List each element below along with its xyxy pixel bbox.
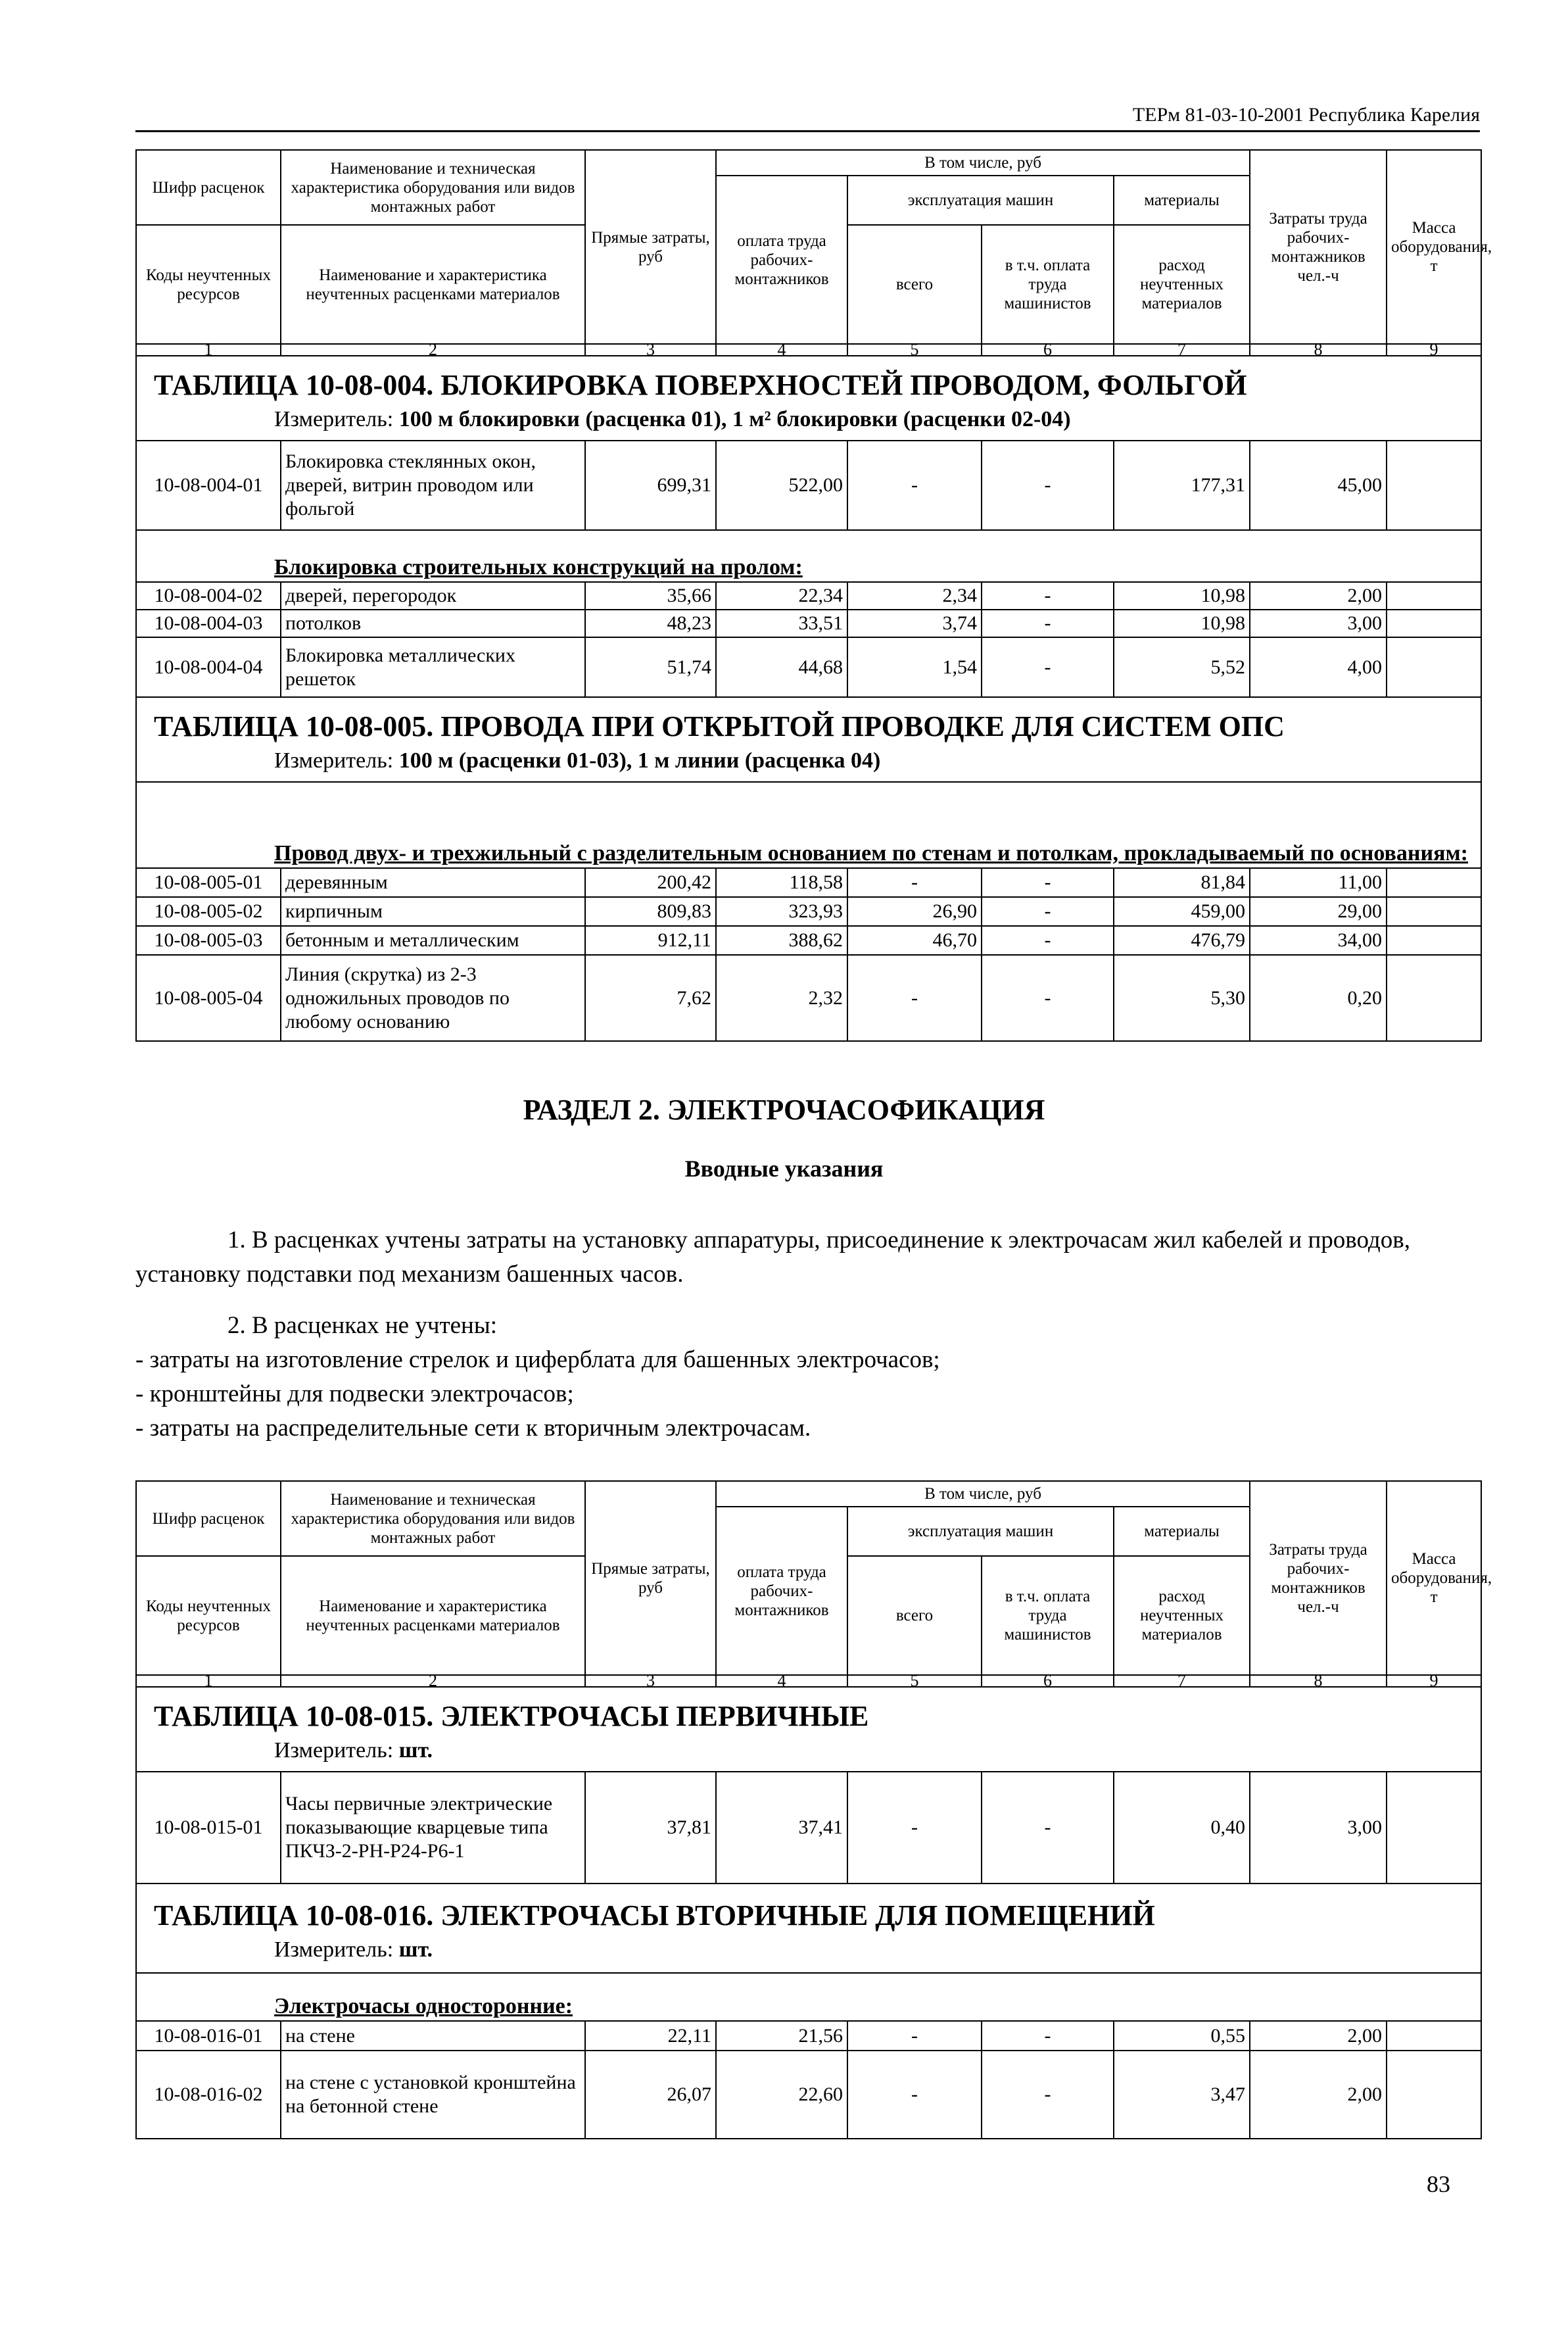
value-cell-c8: 11,00 (1250, 868, 1387, 897)
table-header (136, 150, 1492, 359)
value-cell-c9 (1387, 955, 1481, 1041)
value-cell-c4: 22,34 (716, 582, 847, 610)
value-cell-c3: 51,74 (585, 637, 716, 697)
table-title-cell (136, 1884, 1481, 1973)
table-title-row (136, 1884, 1481, 1973)
measure-line (137, 402, 1481, 436)
value-cell-c7: 0,40 (1114, 1772, 1250, 1884)
value-cell-c8: 2,00 (1250, 582, 1387, 610)
intro-list-item: - кронштейны для подвески электрочасов; (135, 1380, 574, 1407)
header-including: В том числе, руб (716, 1481, 1250, 1507)
value-cell-c5: - (847, 1772, 982, 1884)
value-cell-c6: - (982, 2051, 1114, 2139)
value-cell-c5: - (847, 2021, 982, 2051)
measure-label: Измеритель: (274, 407, 399, 431)
value-cell-c8: 2,00 (1250, 2021, 1387, 2051)
value-cell-c3: 200,42 (585, 868, 716, 897)
col-number: 4 (716, 1675, 847, 1687)
value-cell-c9 (1387, 897, 1481, 926)
subheading: Блокировка строительных конструкций на пролом: (136, 530, 1481, 582)
value-cell-c9 (1387, 2021, 1481, 2051)
subheading-row (136, 1973, 1481, 2021)
work-name: кирпичным (281, 897, 585, 926)
table-row (136, 441, 1481, 530)
value-cell-c5: - (847, 2051, 982, 2139)
value-cell-c4: 388,62 (716, 926, 847, 955)
table-row (136, 582, 1481, 610)
value-cell-c5: - (847, 868, 982, 897)
col-number: 5 (847, 344, 982, 356)
value-cell-c5: 3,74 (847, 610, 982, 637)
col-number: 6 (982, 1675, 1114, 1687)
value-cell-c6: - (982, 582, 1114, 610)
subheading: Провод двух- и трехжильный с разделительным основанием по стенам и потолкам, прокладываемый по основаниям: (136, 782, 1481, 868)
rate-code: 10-08-016-02 (136, 2051, 281, 2139)
table-header (136, 1481, 1492, 1690)
header-including: В том числе, руб (716, 150, 1250, 176)
value-cell-c4: 22,60 (716, 2051, 847, 2139)
rates-table-1 (135, 149, 1492, 1042)
value-cell-c6: - (982, 897, 1114, 926)
header-machines-total: всего (847, 1556, 982, 1675)
header-machines: эксплуатация машин (847, 176, 1114, 225)
col-number: 7 (1114, 1675, 1250, 1687)
page-number: 83 (1427, 2171, 1450, 2197)
header-code: Шифр расценок (136, 150, 281, 225)
running-head: ТЕРм 81-03-10-2001 Республика Карелия (135, 104, 1480, 132)
measure-line (137, 1932, 1481, 1966)
value-cell-c4: 33,51 (716, 610, 847, 637)
measure-label: Измеритель: (274, 748, 399, 773)
value-cell-c3: 37,81 (585, 1772, 716, 1884)
intro-title: Вводные указания (684, 1155, 884, 1182)
measure-value: шт. (398, 1937, 433, 1962)
rate-code: 10-08-004-01 (136, 441, 281, 530)
table-title: ТАБЛИЦА 10-08-004. БЛОКИРОВКА ПОВЕРХНОСТЕЙ ПРОВОДОМ, ФОЛЬГОЙ (154, 369, 1247, 401)
value-cell-c4: 522,00 (716, 441, 847, 530)
value-cell-c9 (1387, 1772, 1481, 1884)
table-row (136, 868, 1481, 897)
subheading-row (136, 530, 1481, 582)
rate-code: 10-08-005-04 (136, 955, 281, 1041)
value-cell-c7: 10,98 (1114, 610, 1250, 637)
value-cell-c6: - (982, 610, 1114, 637)
table-title-row (136, 697, 1481, 782)
value-cell-c3: 912,11 (585, 926, 716, 955)
value-cell-c3: 699,31 (585, 441, 716, 530)
value-cell-c9 (1387, 2051, 1481, 2139)
header-mass: Масса оборудования, т (1387, 150, 1481, 344)
value-cell-c3: 48,23 (585, 610, 716, 637)
work-name: деревянным (281, 868, 585, 897)
table-row (136, 955, 1481, 1041)
col-number: 8 (1250, 344, 1387, 356)
header-materials-name: Наименование и характеристика неучтенных расценками материалов (281, 1556, 585, 1675)
measure-value: шт. (398, 1738, 433, 1763)
header-code: Шифр расценок (136, 1481, 281, 1556)
value-cell-c7: 3,47 (1114, 2051, 1250, 2139)
col-number: 7 (1114, 344, 1250, 356)
section-title: РАЗДЕЛ 2. ЭЛЕКТРОЧАСОФИКАЦИЯ (523, 1094, 1045, 1126)
value-cell-c8: 3,00 (1250, 610, 1387, 637)
value-cell-c5: 1,54 (847, 637, 982, 697)
work-name: дверей, перегородок (281, 582, 585, 610)
col-number: 6 (982, 344, 1114, 356)
table-title-cell (136, 697, 1481, 782)
value-cell-c3: 26,07 (585, 2051, 716, 2139)
value-cell-c8: 3,00 (1250, 1772, 1387, 1884)
table-row (136, 897, 1481, 926)
measure-line (137, 743, 1481, 777)
value-cell-c8: 0,20 (1250, 955, 1387, 1041)
col-number: 3 (585, 344, 716, 356)
header-wages: оплата труда рабочих-монтажников (716, 1507, 847, 1675)
value-cell-c5: 46,70 (847, 926, 982, 955)
measure-label: Измеритель: (274, 1937, 399, 1962)
header-mass: Масса оборудования, т (1387, 1481, 1481, 1675)
measure-value: 100 м блокировки (расценка 01), 1 м² блокировки (расценки 02-04) (398, 407, 1071, 431)
intro-paragraph-1 (135, 1223, 1481, 1292)
intro-list-item: - затраты на распределительные сети к вторичным электрочасам. (135, 1415, 811, 1442)
value-cell-c8: 45,00 (1250, 441, 1387, 530)
table-row (136, 610, 1481, 637)
header-direct-costs: Прямые затраты, руб (585, 1481, 716, 1675)
work-name: на стене с установкой кронштейна на бетонной стене (281, 2051, 585, 2139)
value-cell-c4: 323,93 (716, 897, 847, 926)
intro-p1-text: 1. В расценках учтены затраты на установку аппаратуры, присоединение к электрочасам жил кабелей и проводов, установку подставки под механизм башенных часов. (135, 1227, 1410, 1288)
work-name: Линия (скрутка) из 2-3 одножильных проводов по любому основанию (281, 955, 585, 1041)
value-cell-c4: 37,41 (716, 1772, 847, 1884)
intro-list-item: - затраты на изготовление стрелок и циферблата для башенных электрочасов; (135, 1346, 940, 1373)
value-cell-c9 (1387, 926, 1481, 955)
header-operator-wages: в т.ч. оплата труда машинистов (982, 225, 1114, 344)
header-resource-codes: Коды неучтенных ресурсов (136, 1556, 281, 1675)
measure-line (137, 1733, 1481, 1767)
value-cell-c3: 35,66 (585, 582, 716, 610)
work-name: Блокировка стеклянных окон, дверей, витрин проводом или фольгой (281, 441, 585, 530)
header-materials-name: Наименование и характеристика неучтенных расценками материалов (281, 225, 585, 344)
value-cell-c4: 44,68 (716, 637, 847, 697)
value-cell-c6: - (982, 926, 1114, 955)
table-title-cell (136, 1687, 1481, 1772)
col-number: 4 (716, 344, 847, 356)
work-name: Часы первичные электрические показывающие кварцевые типа ПКЧЗ-2-РН-Р24-Р6-1 (281, 1772, 585, 1884)
value-cell-c8: 34,00 (1250, 926, 1387, 955)
col-number: 8 (1250, 1675, 1387, 1687)
rate-code: 10-08-004-03 (136, 610, 281, 637)
value-cell-c7: 10,98 (1114, 582, 1250, 610)
header-machines: эксплуатация машин (847, 1507, 1114, 1556)
rate-code: 10-08-005-02 (136, 897, 281, 926)
value-cell-c7: 81,84 (1114, 868, 1250, 897)
value-cell-c7: 5,30 (1114, 955, 1250, 1041)
value-cell-c5: 2,34 (847, 582, 982, 610)
work-name: потолков (281, 610, 585, 637)
table-title-row (136, 356, 1481, 441)
rate-code: 10-08-004-02 (136, 582, 281, 610)
col-number: 5 (847, 1675, 982, 1687)
header-name: Наименование и техническая характеристика оборудования или видов монтажных работ (281, 1481, 585, 1556)
intro-paragraph-2 (135, 1309, 1481, 1446)
value-cell-c7: 459,00 (1114, 897, 1250, 926)
header-operator-wages: в т.ч. оплата труда машинистов (982, 1556, 1114, 1675)
header-direct-costs: Прямые затраты, руб (585, 150, 716, 344)
value-cell-c6: - (982, 955, 1114, 1041)
rate-code: 10-08-016-01 (136, 2021, 281, 2051)
table-row (136, 2021, 1481, 2051)
value-cell-c7: 5,52 (1114, 637, 1250, 697)
header-machines-total: всего (847, 225, 982, 344)
table-title-row (136, 1687, 1481, 1772)
value-cell-c7: 177,31 (1114, 441, 1250, 530)
value-cell-c8: 4,00 (1250, 637, 1387, 697)
col-number: 3 (585, 1675, 716, 1687)
col-number: 9 (1387, 344, 1481, 356)
table-title: ТАБЛИЦА 10-08-015. ЭЛЕКТРОЧАСЫ ПЕРВИЧНЫЕ (154, 1700, 869, 1732)
header-materials-use: расход неучтенных материалов (1114, 225, 1250, 344)
work-name: на стене (281, 2021, 585, 2051)
rate-code: 10-08-005-03 (136, 926, 281, 955)
measure-value: 100 м (расценки 01-03), 1 м линии (расценка 04) (398, 748, 881, 773)
table-title: ТАБЛИЦА 10-08-016. ЭЛЕКТРОЧАСЫ ВТОРИЧНЫЕ ДЛЯ ПОМЕЩЕНИЙ (154, 1899, 1155, 1932)
header-wages: оплата труда рабочих-монтажников (716, 176, 847, 344)
value-cell-c9 (1387, 637, 1481, 697)
header-name: Наименование и техническая характеристика оборудования или видов монтажных работ (281, 150, 585, 225)
value-cell-c8: 2,00 (1250, 2051, 1387, 2139)
value-cell-c4: 21,56 (716, 2021, 847, 2051)
table-row (136, 2051, 1481, 2139)
value-cell-c6: - (982, 2021, 1114, 2051)
col-number: 9 (1387, 1675, 1481, 1687)
value-cell-c6: - (982, 868, 1114, 897)
col-number: 2 (281, 344, 585, 356)
rate-code: 10-08-005-01 (136, 868, 281, 897)
rate-code: 10-08-015-01 (136, 1772, 281, 1884)
measure-label: Измеритель: (274, 1738, 399, 1763)
header-labor: Затраты труда рабочих-монтажников чел.-ч (1250, 1481, 1387, 1675)
col-number: 1 (136, 1675, 281, 1687)
rate-code: 10-08-004-04 (136, 637, 281, 697)
value-cell-c7: 0,55 (1114, 2021, 1250, 2051)
value-cell-c9 (1387, 441, 1481, 530)
header-resource-codes: Коды неучтенных ресурсов (136, 225, 281, 344)
value-cell-c3: 7,62 (585, 955, 716, 1041)
value-cell-c9 (1387, 582, 1481, 610)
rates-table-2 (135, 1480, 1492, 2139)
value-cell-c6: - (982, 1772, 1114, 1884)
table-row (136, 637, 1481, 697)
header-materials: материалы (1114, 1507, 1250, 1556)
value-cell-c5: - (847, 441, 982, 530)
work-name: бетонным и металлическим (281, 926, 585, 955)
value-cell-c7: 476,79 (1114, 926, 1250, 955)
value-cell-c5: 26,90 (847, 897, 982, 926)
value-cell-c9 (1387, 610, 1481, 637)
subheading-row (136, 782, 1481, 868)
value-cell-c6: - (982, 441, 1114, 530)
value-cell-c9 (1387, 868, 1481, 897)
col-number: 1 (136, 344, 281, 356)
value-cell-c3: 809,83 (585, 897, 716, 926)
work-name: Блокировка металлических решеток (281, 637, 585, 697)
value-cell-c6: - (982, 637, 1114, 697)
value-cell-c5: - (847, 955, 982, 1041)
subheading: Электрочасы односторонние: (136, 1973, 1481, 2021)
value-cell-c3: 22,11 (585, 2021, 716, 2051)
table-row (136, 926, 1481, 955)
col-number: 2 (281, 1675, 585, 1687)
value-cell-c8: 29,00 (1250, 897, 1387, 926)
header-materials-use: расход неучтенных материалов (1114, 1556, 1250, 1675)
value-cell-c4: 118,58 (716, 868, 847, 897)
table-title: ТАБЛИЦА 10-08-005. ПРОВОДА ПРИ ОТКРЫТОЙ ПРОВОДКЕ ДЛЯ СИСТЕМ ОПС (154, 710, 1285, 742)
table-title-cell (136, 356, 1481, 441)
value-cell-c4: 2,32 (716, 955, 847, 1041)
header-labor: Затраты труда рабочих-монтажников чел.-ч (1250, 150, 1387, 344)
intro-p2-text: 2. В расценках не учтены: (227, 1312, 497, 1339)
header-materials: материалы (1114, 176, 1250, 225)
table-row (136, 1772, 1481, 1884)
